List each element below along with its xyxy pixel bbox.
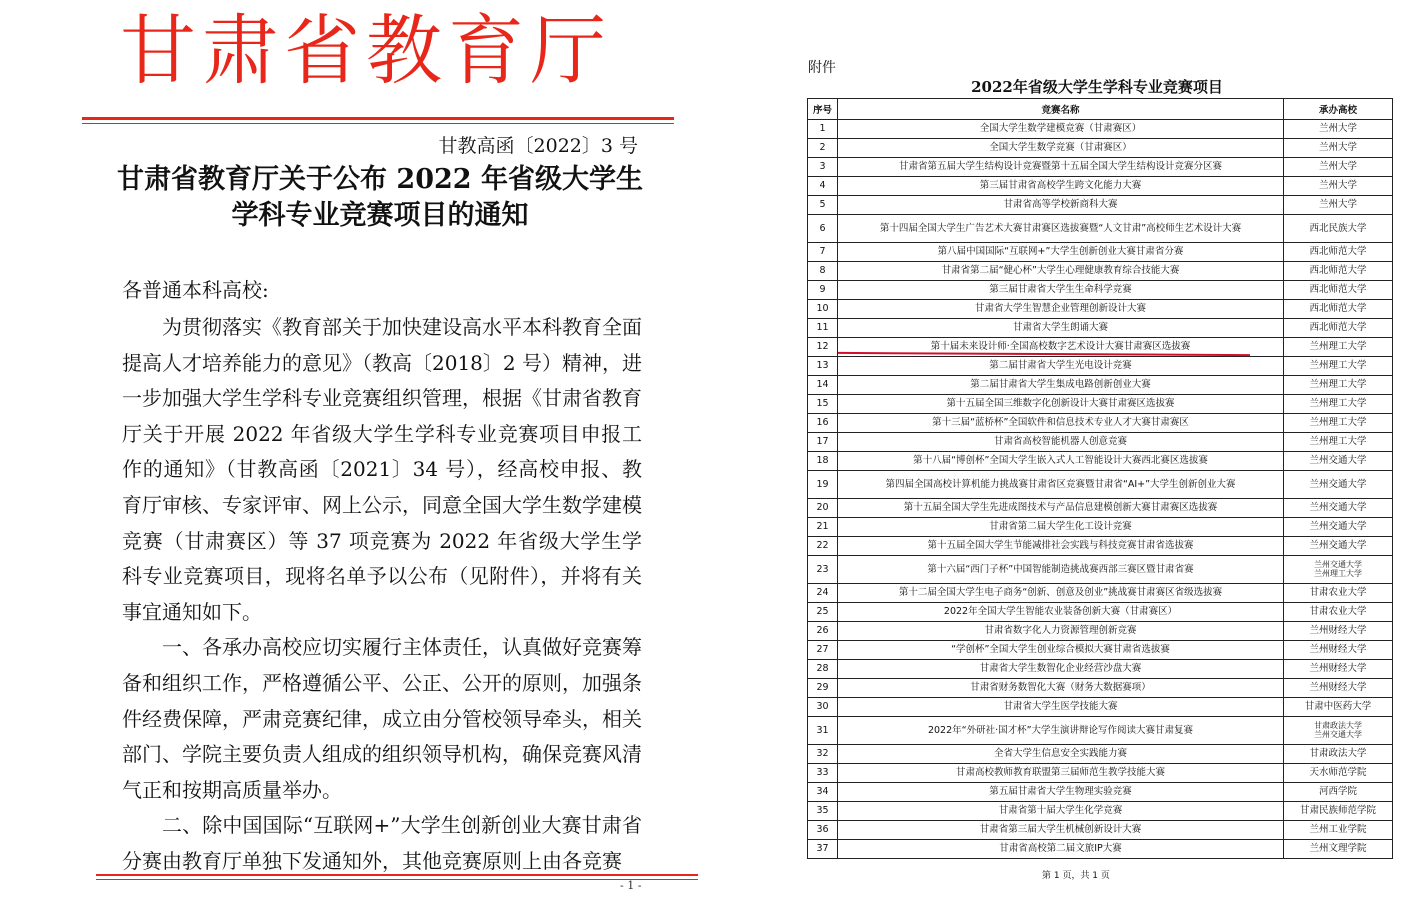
cell-no: 32 xyxy=(808,745,838,764)
cell-name: 第三届甘肃省大学生生命科学竞赛 xyxy=(838,281,1284,300)
letterhead-masthead: 甘肃省教育厅 xyxy=(120,6,612,95)
cell-name: 第十五届全国大学生节能减排社会实践与科技竞赛甘肃省选拔赛 xyxy=(838,537,1284,556)
cell-no: 5 xyxy=(808,196,838,215)
cell-no: 34 xyxy=(808,783,838,802)
cell-no: 24 xyxy=(808,584,838,603)
cell-name: 第三届甘肃省高校学生跨文化能力大赛 xyxy=(838,177,1284,196)
cell-name: 甘肃省第二届“健心杯”大学生心理健康教育综合技能大赛 xyxy=(838,262,1284,281)
cell-name: “学创杯”全国大学生创业综合模拟大赛甘肃省选拔赛 xyxy=(838,641,1284,660)
cell-no: 19 xyxy=(808,471,838,499)
cell-no: 3 xyxy=(808,158,838,177)
table-row xyxy=(808,840,1393,859)
cell-no: 23 xyxy=(808,556,838,584)
cell-school: 兰州大学 xyxy=(1284,196,1393,215)
cell-no: 35 xyxy=(808,802,838,821)
cell-name: 甘肃省大学生数智化企业经营沙盘大赛 xyxy=(838,660,1284,679)
cell-no: 37 xyxy=(808,840,838,859)
paragraph: 二、除中国国际“互联网+”大学生创新创业大赛甘肃省分赛由教育厅单独下发通知外，其他竞赛原则上由各竞赛 xyxy=(122,813,642,873)
table-row xyxy=(808,196,1393,215)
cell-no: 4 xyxy=(808,177,838,196)
cell-no: 30 xyxy=(808,698,838,717)
cell-school: 甘肃农业大学 xyxy=(1284,603,1393,622)
table-row xyxy=(808,395,1393,414)
cell-no: 8 xyxy=(808,262,838,281)
cell-name: 2022年“外研社·国才杯”大学生演讲辩论写作阅读大赛甘肃复赛 xyxy=(838,717,1284,745)
table-row xyxy=(808,660,1393,679)
cell-name: 甘肃省大学生医学技能大赛 xyxy=(838,698,1284,717)
table-row xyxy=(808,357,1393,376)
table-row xyxy=(808,622,1393,641)
table-title: 2022年省级大学生学科专业竞赛项目 xyxy=(971,78,1223,96)
cell-school: 甘肃政法大学 兰州交通大学 xyxy=(1284,717,1393,745)
table-row xyxy=(808,177,1393,196)
header-school: 承办高校 xyxy=(1284,99,1393,120)
cell-name: 第十二届全国大学生电子商务“创新、创意及创业”挑战赛甘肃赛区省级选拔赛 xyxy=(838,584,1284,603)
cell-name: 甘肃高校教师教育联盟第三届师范生教学技能大赛 xyxy=(838,764,1284,783)
cell-name: 全国大学生数学建模竞赛（甘肃赛区） xyxy=(838,120,1284,139)
cell-no: 22 xyxy=(808,537,838,556)
cell-school: 兰州大学 xyxy=(1284,139,1393,158)
cell-name: 第十五届全国大学生先进成图技术与产品信息建模创新大赛甘肃赛区选拔赛 xyxy=(838,499,1284,518)
header-no: 序号 xyxy=(808,99,838,120)
table-row xyxy=(808,764,1393,783)
cell-no: 36 xyxy=(808,821,838,840)
cell-school: 兰州大学 xyxy=(1284,120,1393,139)
cell-no: 14 xyxy=(808,376,838,395)
table-row xyxy=(808,452,1393,471)
cell-school: 兰州理工大学 xyxy=(1284,414,1393,433)
cell-school: 兰州交通大学 xyxy=(1284,452,1393,471)
cell-school: 兰州理工大学 xyxy=(1284,433,1393,452)
table-row xyxy=(808,679,1393,698)
table-row xyxy=(808,262,1393,281)
table-row xyxy=(808,139,1393,158)
table-row xyxy=(808,537,1393,556)
letterhead-rule-thick xyxy=(82,117,674,120)
cell-no: 6 xyxy=(808,215,838,243)
cell-name: 第十届未来设计师·全国高校数字艺术设计大赛甘肃赛区选拔赛 xyxy=(838,338,1284,357)
cell-name: 甘肃省第五届大学生结构设计竞赛暨第十五届全国大学生结构设计竞赛分区赛 xyxy=(838,158,1284,177)
table-row xyxy=(808,281,1393,300)
page-number: - 1 - xyxy=(620,879,642,892)
cell-name: 甘肃省高等学校新商科大赛 xyxy=(838,196,1284,215)
cell-no: 2 xyxy=(808,139,838,158)
cell-name: 第八届中国国际“互联网+”大学生创新创业大赛甘肃省分赛 xyxy=(838,243,1284,262)
cell-school: 兰州理工大学 xyxy=(1284,357,1393,376)
cell-school: 兰州理工大学 xyxy=(1284,338,1393,357)
cell-no: 16 xyxy=(808,414,838,433)
cell-name: 甘肃省第二届大学生化工设计竞赛 xyxy=(838,518,1284,537)
table-body xyxy=(808,120,1393,859)
cell-name: 第二届甘肃省大学生集成电路创新创业大赛 xyxy=(838,376,1284,395)
cell-no: 27 xyxy=(808,641,838,660)
cell-school: 兰州交通大学 兰州理工大学 xyxy=(1284,556,1393,584)
table-row xyxy=(808,603,1393,622)
salutation: 各普通本科高校: xyxy=(122,278,269,302)
cell-school: 兰州理工大学 xyxy=(1284,376,1393,395)
table-row xyxy=(808,243,1393,262)
cell-school: 西北民族大学 xyxy=(1284,215,1393,243)
table-row xyxy=(808,300,1393,319)
cell-no: 15 xyxy=(808,395,838,414)
cell-no: 28 xyxy=(808,660,838,679)
cell-no: 18 xyxy=(808,452,838,471)
competition-table xyxy=(807,98,1393,859)
cell-no: 1 xyxy=(808,120,838,139)
cell-school: 兰州工业学院 xyxy=(1284,821,1393,840)
table-header-row xyxy=(808,99,1393,120)
cell-school: 兰州大学 xyxy=(1284,177,1393,196)
cell-school: 兰州理工大学 xyxy=(1284,395,1393,414)
attachment-page xyxy=(780,0,1406,914)
cell-no: 20 xyxy=(808,499,838,518)
footer-rule-thin xyxy=(96,879,698,880)
cell-no: 7 xyxy=(808,243,838,262)
cell-no: 29 xyxy=(808,679,838,698)
cell-school: 兰州交通大学 xyxy=(1284,499,1393,518)
cell-school: 兰州交通大学 xyxy=(1284,471,1393,499)
cell-no: 13 xyxy=(808,357,838,376)
cell-name: 第十八届“博创杯”全国大学生嵌入式人工智能设计大赛西北赛区选拔赛 xyxy=(838,452,1284,471)
cell-name: 甘肃省第三届大学生机械创新设计大赛 xyxy=(838,821,1284,840)
cell-name: 全省大学生信息安全实践能力赛 xyxy=(838,745,1284,764)
letter-title-line1: 甘肃省教育厅关于公布 2022 年省级大学生 xyxy=(117,164,643,195)
cell-school: 兰州财经大学 xyxy=(1284,641,1393,660)
header-name: 竞赛名称 xyxy=(838,99,1284,120)
table-row xyxy=(808,518,1393,537)
letterhead-rule-thin xyxy=(82,123,674,124)
cell-school: 甘肃中医药大学 xyxy=(1284,698,1393,717)
letter-title-line2: 学科专业竞赛项目的通知 xyxy=(231,200,529,231)
cell-name: 甘肃省大学生朗诵大赛 xyxy=(838,319,1284,338)
attachment-label: 附件 xyxy=(808,60,836,76)
cell-name: 甘肃省高校第二届文旅IP大赛 xyxy=(838,840,1284,859)
table-row xyxy=(808,717,1393,745)
document-number: 甘教高函〔2022〕3 号 xyxy=(438,135,638,157)
table-row xyxy=(808,376,1393,395)
cell-school: 甘肃民族师范学院 xyxy=(1284,802,1393,821)
cell-name: 第十六届“西门子杯”中国智能制造挑战赛西部三赛区暨甘肃省赛 xyxy=(838,556,1284,584)
table-row xyxy=(808,745,1393,764)
cell-school: 西北师范大学 xyxy=(1284,243,1393,262)
table-row xyxy=(808,433,1393,452)
cell-no: 31 xyxy=(808,717,838,745)
cell-name: 第四届全国高校计算机能力挑战赛甘肃省区竞赛暨甘肃省“AI+”大学生创新创业大赛 xyxy=(838,471,1284,499)
cell-name: 第二届甘肃省大学生光电设计竞赛 xyxy=(838,357,1284,376)
table-row xyxy=(808,698,1393,717)
cell-name: 甘肃省数字化人力资源管理创新竞赛 xyxy=(838,622,1284,641)
cell-name: 第十五届全国三维数字化创新设计大赛甘肃赛区选拔赛 xyxy=(838,395,1284,414)
cell-school: 甘肃农业大学 xyxy=(1284,584,1393,603)
cell-no: 25 xyxy=(808,603,838,622)
cell-name: 全国大学生数学竞赛（甘肃赛区） xyxy=(838,139,1284,158)
cell-name: 甘肃省财务数智化大赛（财务大数据赛项） xyxy=(838,679,1284,698)
table-row xyxy=(808,584,1393,603)
cell-no: 12 xyxy=(808,338,838,357)
table-row xyxy=(808,414,1393,433)
table-row xyxy=(808,802,1393,821)
letter-body xyxy=(122,310,642,880)
cell-no: 33 xyxy=(808,764,838,783)
footer-rule-thick xyxy=(96,874,698,876)
cell-school: 兰州文理学院 xyxy=(1284,840,1393,859)
table-row xyxy=(808,471,1393,499)
table-row xyxy=(808,499,1393,518)
table-row xyxy=(808,641,1393,660)
cell-school: 天水师范学院 xyxy=(1284,764,1393,783)
cell-school: 西北师范大学 xyxy=(1284,262,1393,281)
letter-page xyxy=(0,0,700,914)
paragraph: 为贯彻落实《教育部关于加快建设高水平本科教育全面提高人才培养能力的意见》（教高〔2018〕2 号）精神，进一步加强大学生学科专业竞赛组织管理，根据《甘肃省教育厅关于开展 2022 年省级大学生学科专业竞赛项目申报工作的通知》（甘教高函〔2021〕34 号），经高校申报、教育厅审核、专家评审、网上公示，同意全国大学生数学建模竞赛（甘肃赛区）等 37 项竞赛为 2022 年省级大学生学科专业竞赛项目，现将名单予以公布（见附件），并将有关事宜通知如下。 xyxy=(122,315,642,624)
cell-name: 2022年全国大学生智能农业装备创新大赛（甘肃赛区） xyxy=(838,603,1284,622)
cell-school: 兰州交通大学 xyxy=(1284,518,1393,537)
cell-school: 西北师范大学 xyxy=(1284,300,1393,319)
cell-school: 兰州财经大学 xyxy=(1284,622,1393,641)
table-row xyxy=(808,556,1393,584)
page-footer: 第 1 页，共 1 页 xyxy=(1042,871,1110,881)
table-row xyxy=(808,158,1393,177)
cell-school: 兰州财经大学 xyxy=(1284,679,1393,698)
cell-school: 兰州交通大学 xyxy=(1284,537,1393,556)
cell-school: 西北师范大学 xyxy=(1284,281,1393,300)
cell-school: 河西学院 xyxy=(1284,783,1393,802)
cell-no: 10 xyxy=(808,300,838,319)
cell-name: 甘肃省大学生智慧企业管理创新设计大赛 xyxy=(838,300,1284,319)
cell-no: 21 xyxy=(808,518,838,537)
cell-school: 兰州财经大学 xyxy=(1284,660,1393,679)
cell-name: 第十三届“蓝桥杯”全国软件和信息技术专业人才大赛甘肃赛区 xyxy=(838,414,1284,433)
table-row xyxy=(808,215,1393,243)
table-row xyxy=(808,821,1393,840)
cell-school: 甘肃政法大学 xyxy=(1284,745,1393,764)
letter-title xyxy=(90,162,670,234)
table-row xyxy=(808,783,1393,802)
cell-name: 第十四届全国大学生广告艺术大赛甘肃赛区选拔赛暨“人文甘肃”高校师生艺术设计大赛 xyxy=(838,215,1284,243)
table-row xyxy=(808,120,1393,139)
cell-no: 11 xyxy=(808,319,838,338)
paragraph: 一、各承办高校应切实履行主体责任，认真做好竞赛筹备和组织工作，严格遵循公平、公正、公开的原则，加强条件经费保障，严肃竞赛纪律，成立由分管校领导牵头，相关部门、学院主要负责人组成的组织领导机构，确保竞赛风清气正和按期高质量举办。 xyxy=(122,635,642,802)
cell-name: 甘肃省第十届大学生化学竞赛 xyxy=(838,802,1284,821)
cell-school: 西北师范大学 xyxy=(1284,319,1393,338)
table-row xyxy=(808,319,1393,338)
cell-school: 兰州大学 xyxy=(1284,158,1393,177)
cell-no: 17 xyxy=(808,433,838,452)
cell-no: 9 xyxy=(808,281,838,300)
cell-no: 26 xyxy=(808,622,838,641)
cell-name: 甘肃省高校智能机器人创意竞赛 xyxy=(838,433,1284,452)
cell-name: 第五届甘肃省大学生物理实验竞赛 xyxy=(838,783,1284,802)
